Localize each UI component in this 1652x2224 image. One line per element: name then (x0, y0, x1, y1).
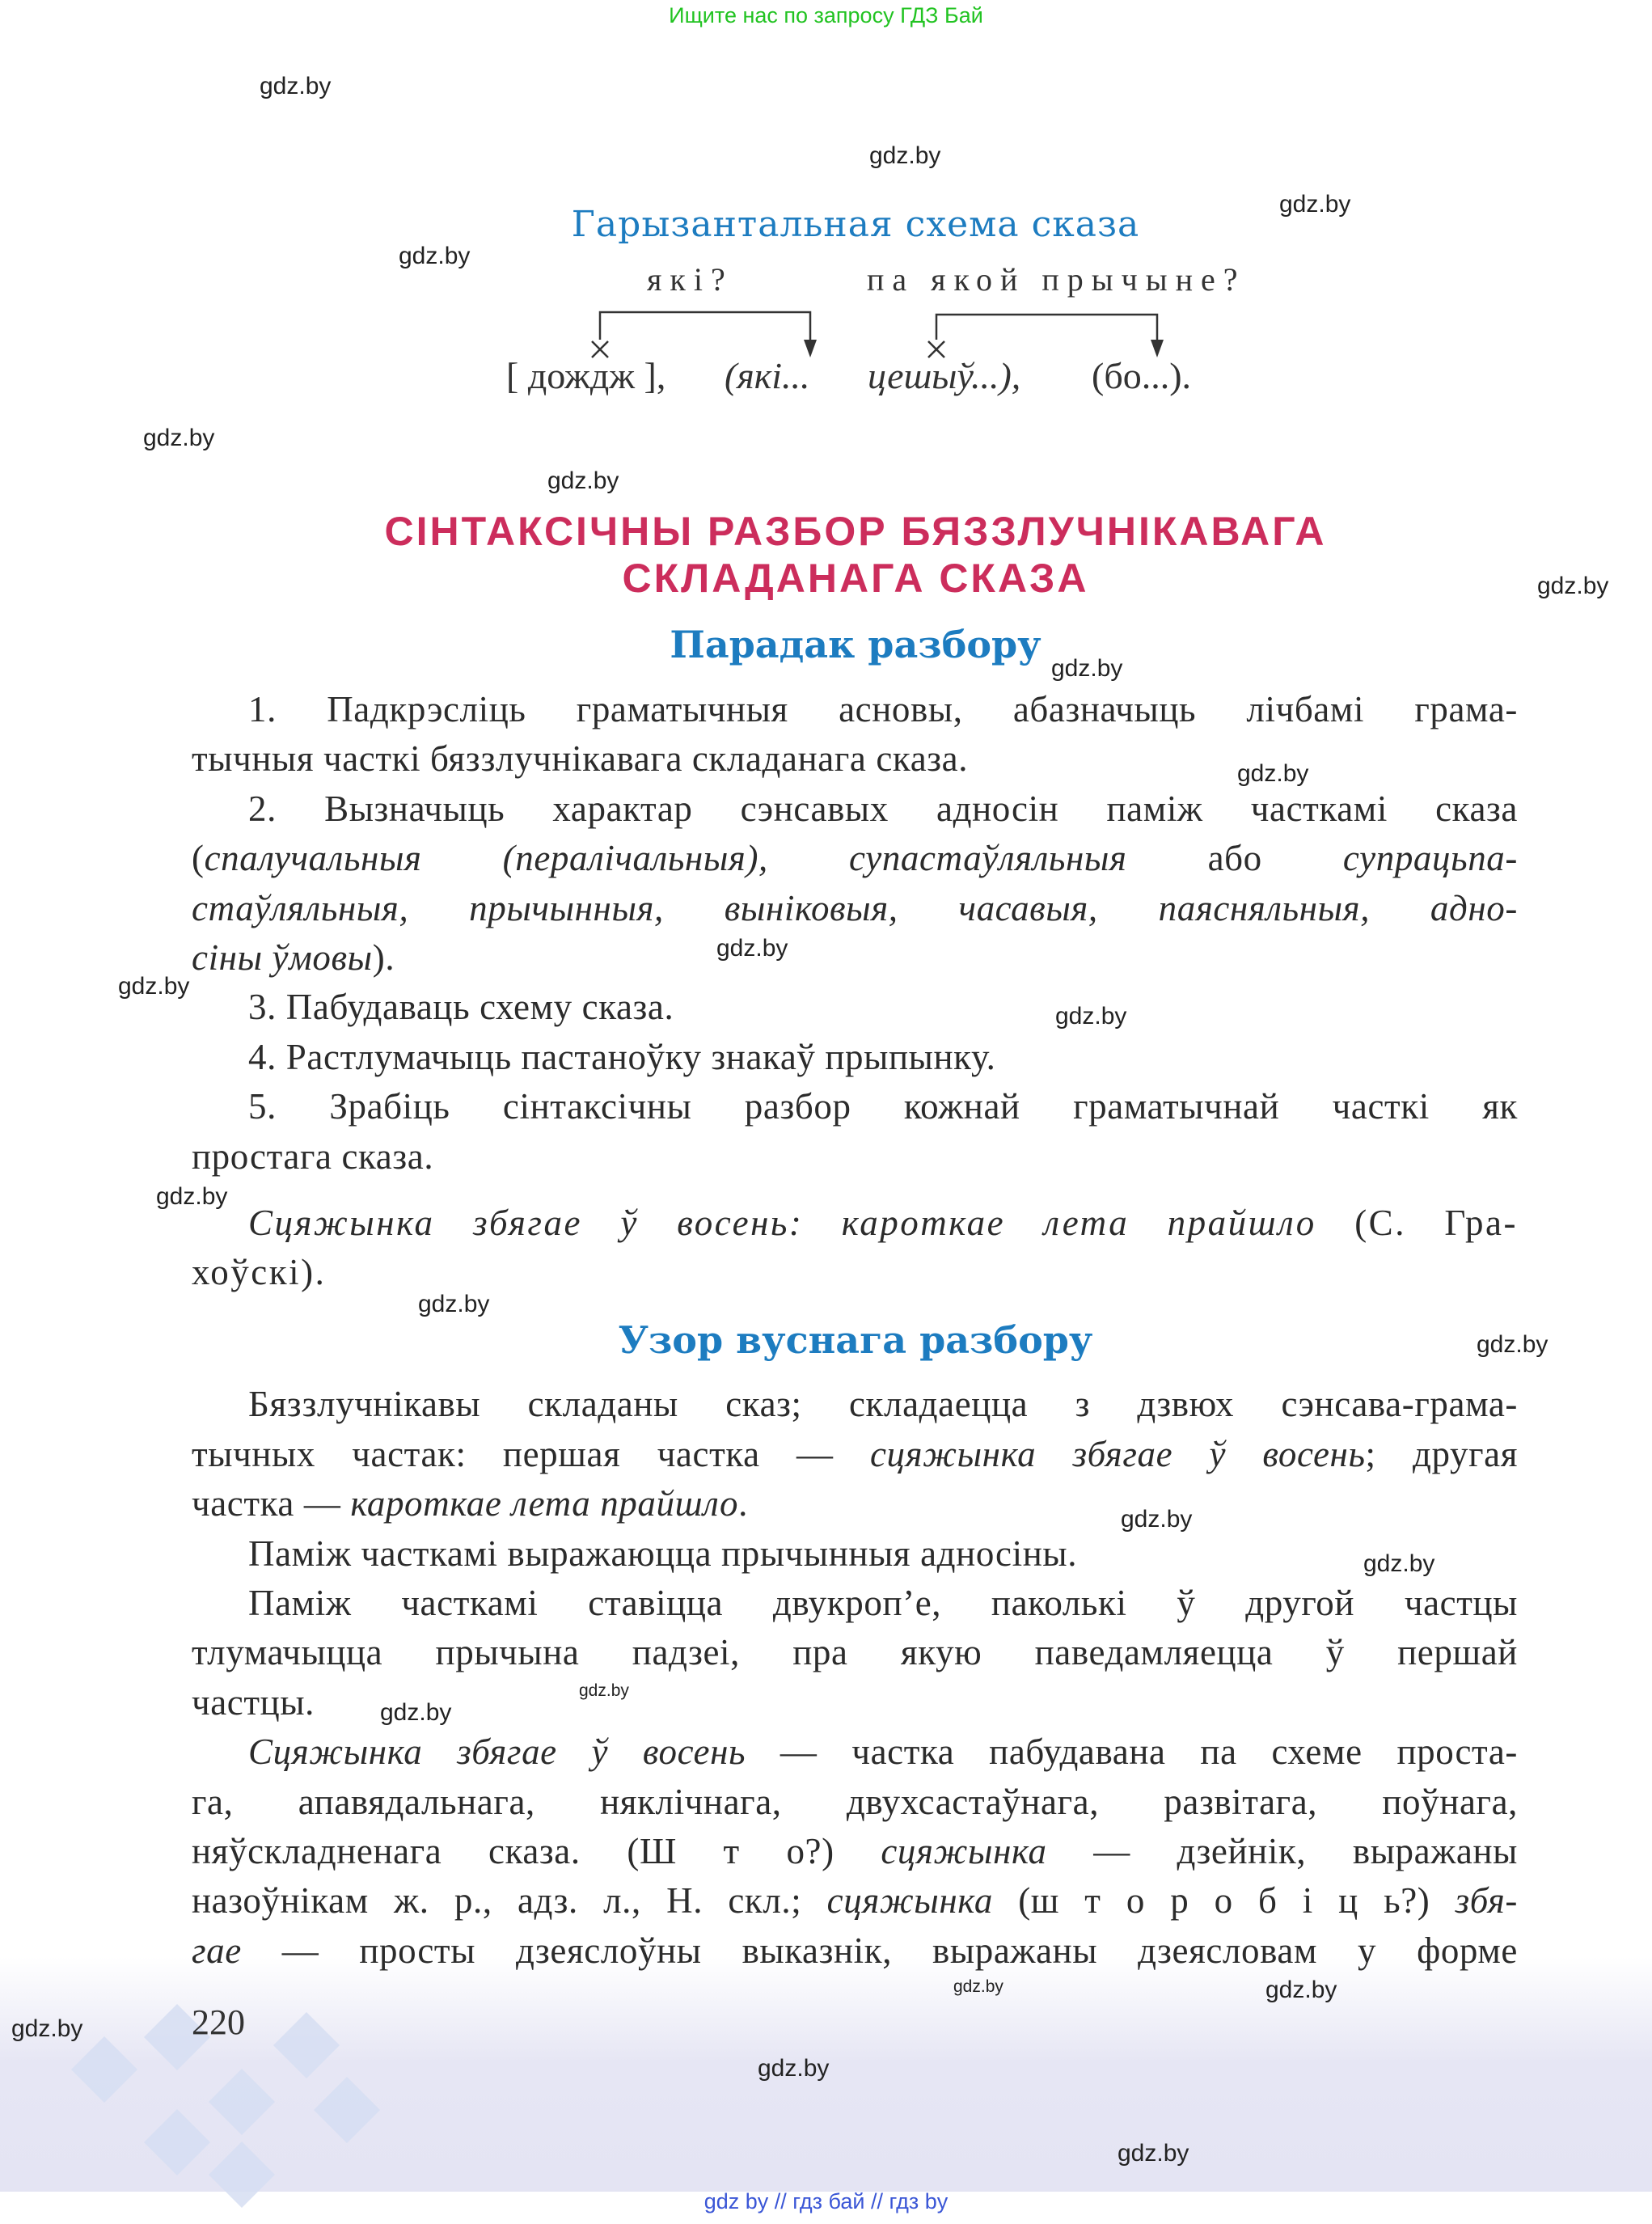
text: . (738, 1483, 748, 1524)
text: частка — (192, 1483, 351, 1524)
text: (С. Гра- (1316, 1203, 1518, 1243)
watermark: gdz.by (547, 467, 619, 494)
text: назоўнікам ж. р., адз. л., Н. скл.; (192, 1880, 827, 1921)
text: (ш т о р о б і ц ь?) (992, 1880, 1456, 1921)
watermark: gdz.by (399, 243, 471, 269)
text: га, апавядальнага, няклічнага, двухсастаўнага, развітага, поўнага, (192, 1782, 1518, 1822)
italic-text: сцяжынка збягае ў восень (869, 1434, 1366, 1474)
italic-text: спалучальныя (пералічальныя), супастаўляльныя (204, 838, 1127, 878)
watermark: gdz.by (1363, 1550, 1435, 1577)
watermark: gdz.by (1477, 1331, 1548, 1358)
text-line (192, 884, 1518, 932)
arrow-bracket-2 (936, 315, 1157, 346)
scheme-part-1: [ дождж ], (506, 355, 666, 396)
order-heading: Парадак разбору (670, 623, 1041, 666)
text-line (248, 1529, 1518, 1578)
watermark: gdz.by (953, 1977, 1003, 1996)
text: Паміж часткамі выражаюцца прычынныя адносіны. (248, 1533, 1078, 1574)
text-line (248, 983, 1518, 1031)
text: Бяззлучнікавы складаны сказ; складаецца з дзвюх сэнсава-грама- (248, 1384, 1518, 1424)
text: ; другая (1365, 1434, 1518, 1474)
watermark: gdz.by (1237, 760, 1309, 787)
italic-text: збя- (1455, 1880, 1518, 1921)
text-line (248, 1033, 1518, 1081)
top-banner[interactable]: Ищите нас по запросу ГДЗ Бай (669, 3, 983, 27)
text: 5. Зрабіць сінтаксічны разбор кожнай граматычнай часткі як (248, 1086, 1518, 1127)
watermark: gdz.by (143, 425, 215, 451)
text-line (192, 1628, 1518, 1676)
section-title-line-1: СІНТАКСІЧНЫ РАЗБОР БЯЗЗЛУЧНІКАВАГА (384, 509, 1327, 554)
text: ( (192, 838, 205, 878)
watermark: gdz.by (1118, 2140, 1189, 2167)
text-line (192, 734, 1518, 783)
sample-heading: Узор вуснага разбору (618, 1318, 1093, 1362)
text-line (248, 1579, 1518, 1627)
text: 2. Вызначыць характар сэнсавых адносін паміж часткамі сказа (248, 789, 1518, 829)
text: 1. Падкрэсліць граматычныя асновы, абазначыць лічбамі грама- (248, 689, 1518, 729)
italic-text: супрацьпа- (1342, 838, 1518, 878)
text-line (248, 1380, 1518, 1428)
text-line (192, 933, 1518, 982)
text-line (192, 1479, 1518, 1528)
italic-text: Сцяжынка збягае ў восень: кароткае лета прайшло (248, 1203, 1316, 1243)
italic-text: гае (192, 1930, 242, 1971)
text: простага сказа. (192, 1136, 434, 1177)
watermark: gdz.by (11, 2015, 83, 2042)
text: ). (372, 937, 395, 978)
text-line (192, 834, 1518, 882)
text: няўскладненага сказа. (Ш т о?) (192, 1831, 881, 1871)
text: частцы. (192, 1682, 315, 1723)
text-line (192, 1132, 1518, 1181)
text-line (248, 685, 1518, 734)
text-line (192, 1778, 1518, 1826)
text: або (1126, 838, 1343, 878)
watermark: gdz.by (579, 1681, 629, 1700)
italic-text: сцяжынка (826, 1880, 993, 1921)
text-line (192, 1248, 1518, 1296)
scheme-question-1: які? (647, 261, 733, 298)
italic-text: Сцяжынка збягае ў восень (248, 1731, 746, 1772)
text: хоўскі). (192, 1252, 327, 1292)
text-line (192, 1827, 1518, 1875)
text-line (192, 1926, 1518, 1975)
watermark: gdz.by (260, 73, 332, 99)
text: тычныя часткі бяззлучнікавага складанага сказа. (192, 738, 969, 779)
scheme-part-2: (які... (725, 355, 810, 396)
page-number: 220 (192, 2002, 245, 2042)
text-line (248, 784, 1518, 833)
text-line (248, 1199, 1518, 1247)
watermark: gdz.by (758, 2055, 830, 2082)
watermark: gdz.by (1121, 1506, 1193, 1533)
italic-text: сіны ўмовы (192, 937, 373, 978)
arrow-bracket-1 (600, 312, 810, 346)
watermark: gdz.by (380, 1699, 452, 1726)
text: Паміж часткамі ставіцца двукроп’е, паколькі ў другой частцы (248, 1583, 1518, 1623)
italic-text: кароткае лета прайшло (350, 1483, 739, 1524)
italic-text: стаўляльныя, прычынныя, выніковыя, часавыя, паясняльныя, адно- (192, 888, 1518, 928)
text: 4. Растлумачыць пастаноўку знакаў прыпынку. (248, 1037, 996, 1077)
text-line (192, 1430, 1518, 1478)
scheme-title: Гарызантальная схема сказа (571, 204, 1140, 245)
text: — просты дзеяслоўны выказнік, выражаны дзеясловам у форме (241, 1930, 1518, 1971)
text-line (192, 1876, 1518, 1925)
watermark: gdz.by (869, 142, 941, 169)
watermark: gdz.by (1537, 573, 1609, 599)
scheme-question-2: па якой прычыне? (867, 261, 1246, 298)
watermark: gdz.by (418, 1291, 490, 1317)
text: — дзейнік, выражаны (1046, 1831, 1519, 1871)
text: — частка пабудавана па схеме проста- (746, 1731, 1518, 1772)
watermark: gdz.by (1055, 1003, 1127, 1030)
watermark: gdz.by (118, 973, 190, 1000)
watermark: gdz.by (716, 935, 788, 962)
scheme-part-3: цешыў...), (868, 355, 1021, 396)
footer-links[interactable]: gdz by // гдз бай // гдз by (703, 2189, 949, 2213)
text: тлумачыцца прычына падзеі, пра якую паведамляецца ў першай (192, 1632, 1518, 1672)
watermark: gdz.by (1279, 191, 1351, 218)
watermark: gdz.by (156, 1183, 228, 1210)
italic-text: сцяжынка (881, 1831, 1047, 1871)
text: тычных частак: першая частка — (192, 1434, 870, 1474)
watermark: gdz.by (1051, 655, 1123, 682)
scheme-part-4: (бо...). (1092, 355, 1192, 396)
scheme-arrows (0, 0, 1652, 421)
text-line (248, 1082, 1518, 1131)
watermark: gdz.by (1265, 1977, 1337, 2003)
text: 3. Пабудаваць схему сказа. (248, 987, 674, 1027)
section-title-line-2: СКЛАДАНАГА СКАЗА (622, 556, 1089, 601)
text-line (248, 1727, 1518, 1776)
